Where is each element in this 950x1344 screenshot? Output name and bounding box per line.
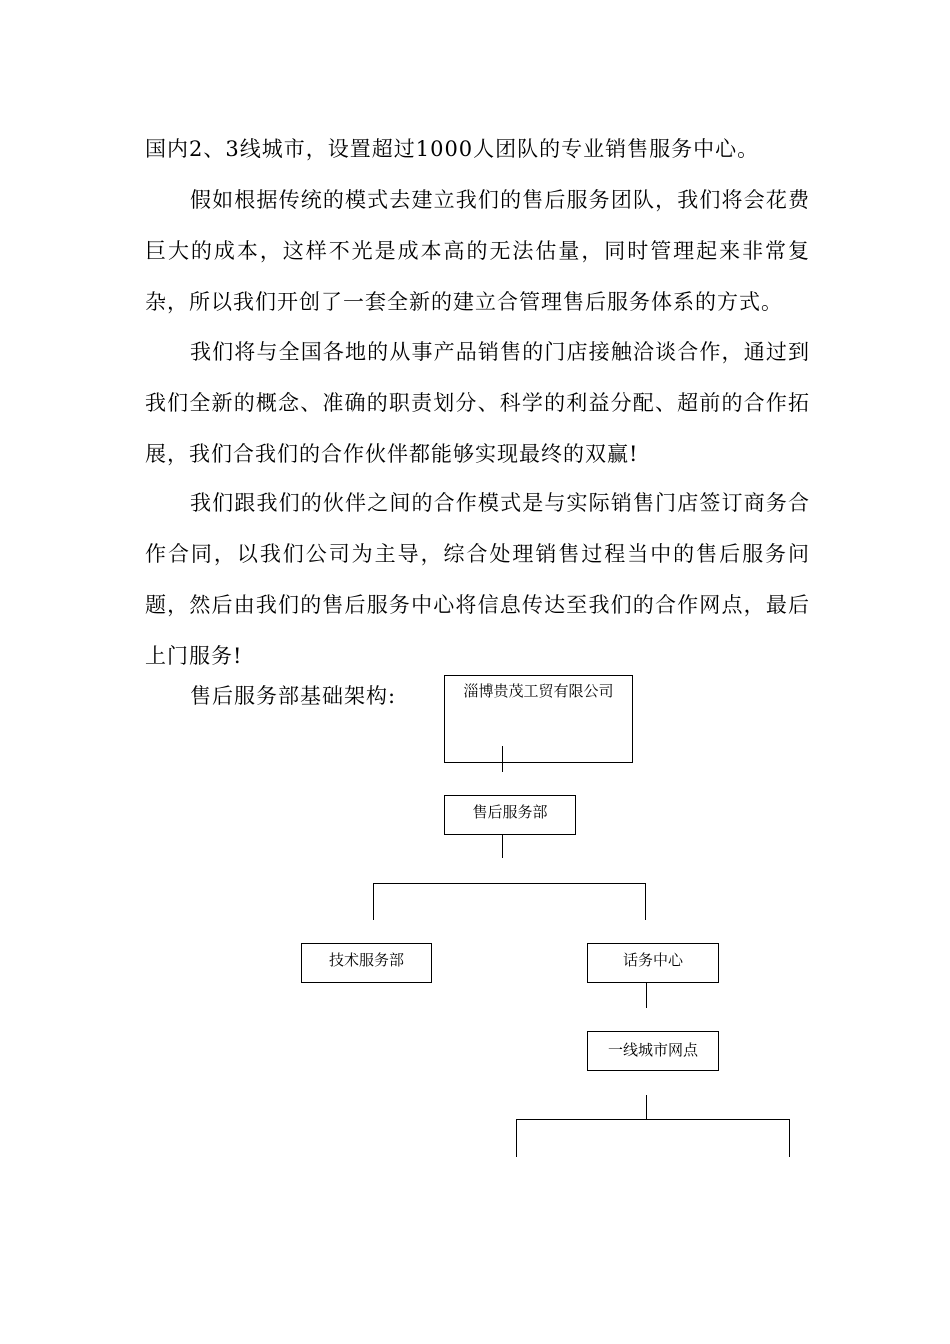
- connector-company-aftersales: [502, 746, 503, 772]
- connector-branch-left: [373, 883, 374, 920]
- connector-outlets-branch-left: [516, 1119, 517, 1157]
- connector-branch-horizontal: [373, 883, 646, 884]
- org-box-tier1-outlets-label: 一线城市网点: [607, 1041, 698, 1059]
- connector-outlets-branch-horizontal: [516, 1119, 790, 1120]
- org-box-company-label: 淄博贵茂工贸有限公司: [463, 682, 614, 700]
- connector-outlets-down: [646, 1095, 647, 1119]
- org-box-call-center: [587, 943, 719, 983]
- paragraph-4: 我们跟我们的伙伴之间的合作模式是与实际销售门店签订商务合作合同，以我们公司为主导，综合处理销售过程当中的售后服务问题，然后由我们的售后服务中心将信息传达至我们的合作网点，最后上门服务!: [145, 491, 810, 668]
- org-box-tech-service-label: 技术服务部: [328, 951, 404, 969]
- org-box-call-center-label: 话务中心: [622, 951, 683, 969]
- paragraph-1: 国内2、3线城市，设置超过1000人团队的专业销售服务中心。: [145, 137, 760, 161]
- org-chart-heading: 售后服务部基础架构:: [190, 684, 397, 708]
- connector-outlets-branch-right: [789, 1119, 790, 1157]
- paragraph-3: 我们将与全国各地的从事产品销售的门店接触洽谈合作，通过到我们全新的概念、准确的职责划分、科学的利益分配、超前的合作拓展，我们合我们的合作伙伴都能够实现最终的双赢!: [145, 340, 810, 466]
- org-box-after-sales: [444, 795, 576, 835]
- connector-branch-right: [645, 883, 646, 920]
- connector-callcenter-outlets: [646, 983, 647, 1008]
- org-box-tier1-outlets: [587, 1031, 719, 1071]
- paragraph-2: 假如根据传统的模式去建立我们的售后服务团队，我们将会花费巨大的成本，这样不光是成本高的无法估量，同时管理起来非常复杂，所以我们开创了一套全新的建立合管理售后服务体系的方式。: [145, 188, 810, 314]
- connector-aftersales-down: [502, 835, 503, 858]
- org-box-after-sales-label: 售后服务部: [472, 803, 548, 821]
- org-box-tech-service: [301, 943, 432, 983]
- org-box-company: [444, 675, 633, 763]
